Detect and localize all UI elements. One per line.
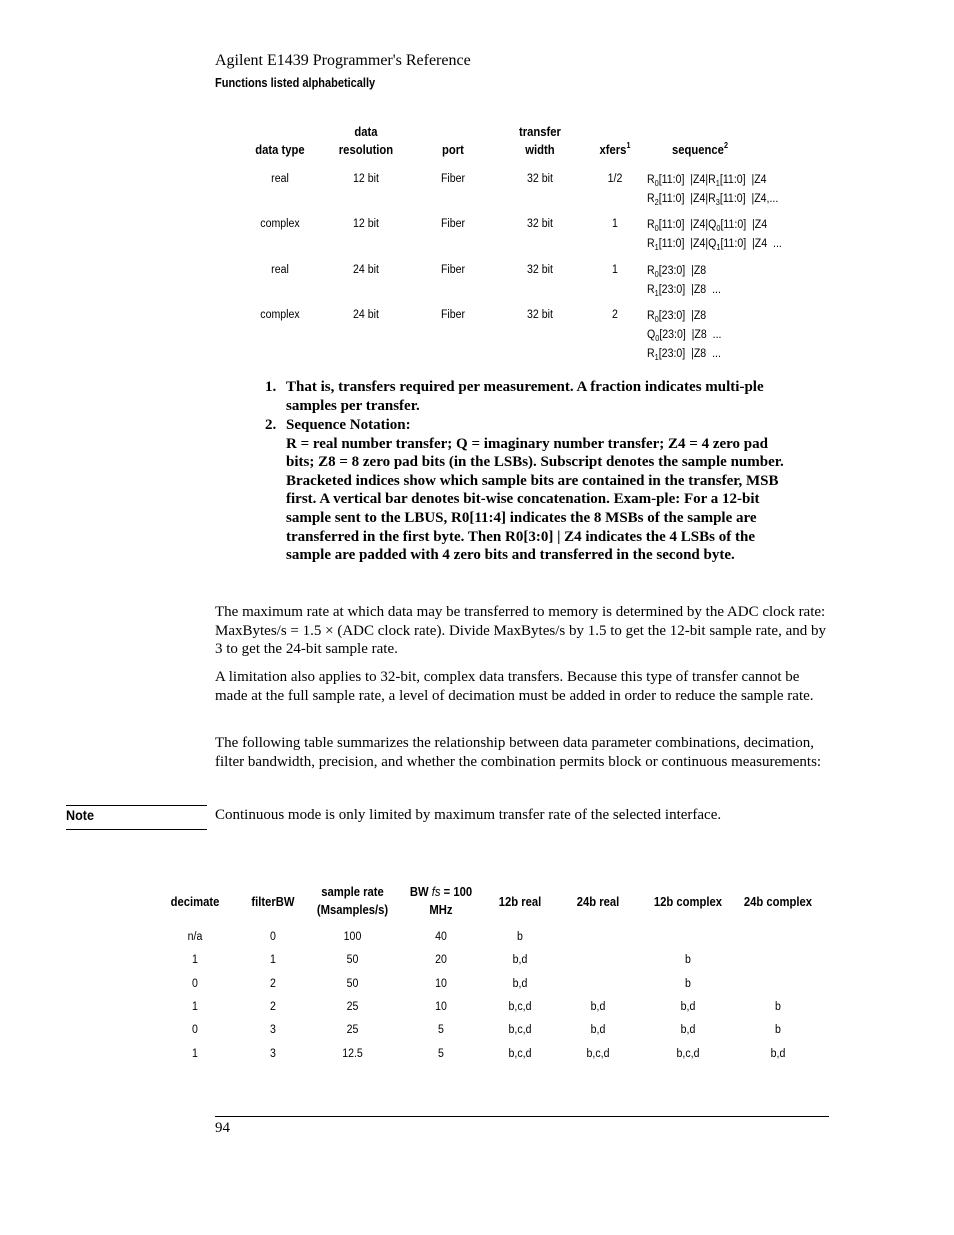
table-cell-xfers: 1/2 — [607, 173, 623, 185]
table-cell-width: 32 bit — [527, 264, 553, 276]
table-cell-port: Fiber — [440, 173, 466, 185]
table-cell-rate: 100 — [343, 931, 362, 943]
col-header-xfers — [588, 141, 642, 159]
footer-rule — [215, 1116, 829, 1117]
col-header-data-resolution — [330, 123, 402, 159]
table-cell-decimate: 1 — [192, 1001, 198, 1013]
table-cell-r12: b — [517, 931, 523, 943]
table-cell-sequence: $R_0[11:0]$ $|Z4|Q_0[11:0]$ |Z4 $R_1[11:0]$ $|Z4|Q_1[11:0]$ |Z4 ... — [647, 219, 782, 252]
table-cell-port: Fiber — [440, 264, 466, 276]
table-cell-r12: b,c,d — [508, 1001, 532, 1013]
col-header-sequence-text: sequence — [672, 143, 724, 157]
col-header-12b-complex: 12b complex — [653, 895, 723, 909]
table-cell-r12: b,c,d — [508, 1024, 532, 1036]
col-header-transfer-width — [504, 123, 576, 159]
table-cell-decimate: 0 — [192, 1024, 198, 1036]
table-cell-width: 32 bit — [527, 173, 553, 185]
table-cell-type: complex — [260, 309, 300, 321]
table-cell-c12: b,d — [680, 1024, 696, 1036]
table-cell-filterbw: 2 — [270, 1001, 276, 1013]
col-header-data-resolution-line2: resolution — [338, 143, 394, 157]
table-cell-rate: 50 — [346, 978, 359, 990]
table-cell-c24: b — [775, 1001, 781, 1013]
table-cell-filterbw: 3 — [270, 1024, 276, 1036]
paragraph-max-rate: The maximum rate at which data may be transferred to memory is determined by the ADC clock rate: MaxBytes/s = 1.5 × (ADC clock rate). Divide MaxBytes/s by 1.5 to get the 12-bit sample rate, and by 3 to get the 24-bit sample rate. — [215, 604, 826, 658]
col-header-decimate: decimate — [170, 895, 220, 909]
col-header-port: port — [442, 143, 464, 157]
table-cell-bw: 5 — [438, 1048, 444, 1060]
table-cell-r24: b,d — [590, 1024, 606, 1036]
col-header-bw-suffix: = 100 — [440, 885, 473, 899]
table-cell-decimate: 1 — [192, 954, 198, 966]
table-cell-r12: b,d — [512, 978, 528, 990]
table-cell-c12: b — [685, 954, 691, 966]
table-cell-bw: 10 — [435, 1001, 447, 1013]
note-text: Continuous mode is only limited by maximum transfer rate of the selected interface. — [215, 807, 722, 823]
table-cell-bw: 10 — [435, 978, 447, 990]
table-cell-resolution: 12 bit — [353, 218, 379, 230]
table-cell-c24: b — [775, 1024, 781, 1036]
footnote-1-text: That is, transfers required per measurement. A fraction indicates multi-ple samples per transfer. — [286, 379, 764, 414]
table-cell-c24: b,d — [770, 1048, 786, 1060]
note-bottom-rule — [66, 829, 207, 830]
table-cell-filterbw: 2 — [270, 978, 276, 990]
table-cell-rate: 25 — [346, 1024, 359, 1036]
footnote-1-number: 1. — [265, 379, 277, 395]
table-cell-sequence: $R_0[11:0]$ $|Z4|R_1[11:0]$ |Z4 $R_2[11:0]$ $|Z4|R_3[11:0]$ |Z4,... — [647, 174, 779, 207]
table-cell-filterbw: 3 — [270, 1048, 276, 1060]
table-cell-width: 32 bit — [527, 218, 553, 230]
table-cell-rate: 25 — [346, 1001, 359, 1013]
col-header-transfer-width-line1: transfer — [519, 125, 561, 139]
page-number: 94 — [215, 1120, 230, 1136]
table-cell-port: Fiber — [440, 309, 466, 321]
col-header-sequence — [664, 141, 736, 159]
table-cell-type: complex — [260, 218, 300, 230]
col-header-12b-real: 12b real — [498, 895, 542, 909]
note-top-rule — [66, 805, 207, 806]
col-header-sample-rate-line2: (Msamples/s) — [316, 903, 389, 917]
col-header-transfer-width-line2: width — [525, 143, 555, 157]
table-cell-bw: 5 — [438, 1024, 444, 1036]
table-cell-bw: 40 — [435, 931, 447, 943]
table-cell-decimate: 1 — [192, 1048, 198, 1060]
col-header-bw — [405, 883, 477, 919]
table-cell-sequence: $R_0[23:0]$ |Z8 $Q_0[23:0]$ |Z8 ... $R_1[23:0]$ |Z8 ... — [647, 310, 722, 362]
col-header-xfers-text: xfers — [599, 143, 627, 157]
col-header-bw-unit: MHz — [429, 903, 453, 917]
col-header-bw-fs: fs — [431, 885, 441, 899]
page-header-subtitle: Functions listed alphabetically — [215, 76, 376, 90]
table-cell-filterbw: 0 — [270, 931, 276, 943]
table-cell-sequence: $R_0[23:0]$ |Z8 $R_1[23:0]$ |Z8 ... — [647, 265, 721, 298]
footnote-ref-1: 1 — [626, 141, 631, 150]
table-cell-r24: b,d — [590, 1001, 606, 1013]
footnote-1 — [265, 378, 785, 415]
col-header-bw-prefix: BW — [409, 885, 432, 899]
table-cell-r12: b,d — [512, 954, 528, 966]
table-cell-xfers: 2 — [612, 309, 618, 321]
table-cell-r24: b,c,d — [586, 1048, 610, 1060]
note-label: Note — [66, 807, 95, 823]
col-header-data-type: data type — [255, 143, 305, 157]
table-cell-type: real — [271, 173, 289, 185]
table-cell-decimate: n/a — [187, 931, 203, 943]
table-cell-rate: 12.5 — [342, 1048, 363, 1060]
table-cell-resolution: 24 bit — [353, 309, 379, 321]
table-cell-xfers: 1 — [612, 218, 618, 230]
table-cell-r12: b,c,d — [508, 1048, 532, 1060]
table-cell-filterbw: 1 — [270, 954, 276, 966]
table-cell-rate: 50 — [346, 954, 359, 966]
table-cell-xfers: 1 — [612, 264, 618, 276]
footnote-2 — [265, 416, 785, 565]
table-cell-c12: b,d — [680, 1001, 696, 1013]
table-cell-c12: b — [685, 978, 691, 990]
col-header-24b-complex: 24b complex — [743, 895, 813, 909]
table-cell-c12: b,c,d — [676, 1048, 700, 1060]
table-cell-width: 32 bit — [527, 309, 553, 321]
col-header-24b-real: 24b real — [576, 895, 620, 909]
paragraph-table-intro: The following table summarizes the relationship between data parameter combinations, decimation, filter bandwidth, precision, and whether the combination permits block or continuous measurements: — [215, 735, 822, 770]
col-header-sample-rate-line1: sample rate — [321, 885, 384, 899]
table-cell-type: real — [271, 264, 289, 276]
footnote-ref-2: 2 — [723, 141, 728, 150]
table-cell-resolution: 12 bit — [353, 173, 379, 185]
footnote-2-title: Sequence Notation: — [286, 417, 411, 433]
footnote-2-body: R = real number transfer; Q = imaginary number transfer; Z4 = 4 zero pad bits; Z8 = 8 zero pad bits (in the LSBs). Subscript denotes the sample number. Bracketed indices show which sample bits are contained in the transfer, MSB first. A vertical bar denotes bit-wise concatenation. Exam-ple: For a 12-bit sample sent to the LBUS, R0[11:4] indicates the 8 MSBs of the sample are transferred in the first byte. Then R0[3:0] | Z4 indicates the 4 LSBs of the sample are padded with 4 zero bits and transferred in the second byte. — [286, 435, 784, 564]
table-cell-resolution: 24 bit — [353, 264, 379, 276]
table-cell-decimate: 0 — [192, 978, 198, 990]
table-cell-port: Fiber — [440, 218, 466, 230]
col-header-data-resolution-line1: data — [354, 125, 378, 139]
footnote-2-number: 2. — [265, 417, 277, 433]
table-cell-bw: 20 — [435, 954, 447, 966]
page-header-title: Agilent E1439 Programmer's Reference — [215, 52, 471, 69]
paragraph-limitation: A limitation also applies to 32-bit, complex data transfers. Because this type of transfer cannot be made at the full sample rate, a level of decimation must be added in order to reduce the sample rate. — [215, 669, 814, 704]
col-header-sample-rate — [310, 883, 396, 919]
col-header-filterbw: filterBW — [251, 895, 295, 909]
